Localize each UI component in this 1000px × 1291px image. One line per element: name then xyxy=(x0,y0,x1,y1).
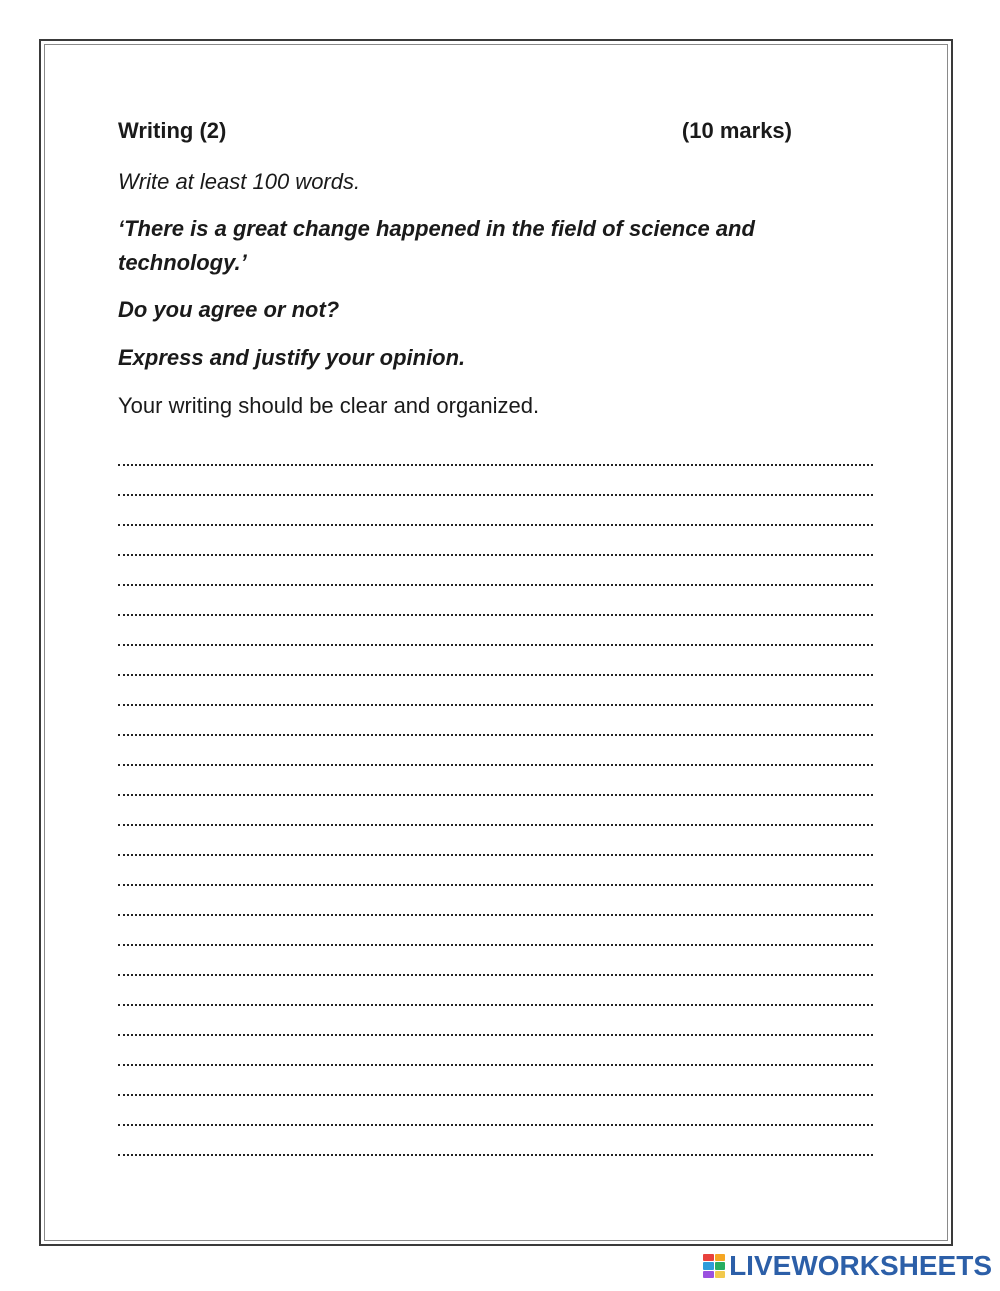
answer-line[interactable] xyxy=(118,976,873,1006)
word-count-instruction: Write at least 100 words. xyxy=(118,169,361,194)
answer-line[interactable] xyxy=(118,1036,873,1066)
answer-line[interactable] xyxy=(118,676,873,706)
answer-line[interactable] xyxy=(118,916,873,946)
section-title: Writing (2) xyxy=(118,118,227,143)
answer-line[interactable] xyxy=(118,886,873,916)
answer-line[interactable] xyxy=(118,946,873,976)
section-header xyxy=(118,118,792,150)
logo-tile xyxy=(703,1262,714,1269)
answer-line[interactable] xyxy=(118,1066,873,1096)
logo-tile xyxy=(703,1254,714,1261)
answer-line[interactable] xyxy=(118,556,873,586)
logo-tile xyxy=(703,1271,714,1278)
answer-line[interactable] xyxy=(118,646,873,676)
prompt-line-2: technology.’ xyxy=(118,250,247,275)
logo-tile xyxy=(715,1254,726,1261)
answer-line[interactable] xyxy=(118,766,873,796)
liveworksheets-icon xyxy=(703,1254,725,1278)
answer-line[interactable] xyxy=(118,496,873,526)
answer-line[interactable] xyxy=(118,796,873,826)
answer-line[interactable] xyxy=(118,1006,873,1036)
answer-line[interactable] xyxy=(118,1126,873,1156)
answer-line[interactable] xyxy=(118,466,873,496)
brand-name: LIVEWORKSHEETS xyxy=(729,1250,992,1281)
note-text: Your writing should be clear and organized. xyxy=(118,393,540,418)
marks-label: (10 marks) xyxy=(681,118,792,143)
liveworksheets-logo xyxy=(703,1249,992,1283)
answer-line[interactable] xyxy=(118,1096,873,1126)
answer-line[interactable] xyxy=(118,856,873,886)
answer-line[interactable] xyxy=(118,706,873,736)
logo-tile xyxy=(715,1262,726,1269)
answer-area[interactable] xyxy=(118,436,873,1156)
answer-line[interactable] xyxy=(118,616,873,646)
answer-line[interactable] xyxy=(118,436,873,466)
question-text: Do you agree or not? xyxy=(118,297,340,322)
answer-line[interactable] xyxy=(118,586,873,616)
answer-line[interactable] xyxy=(118,736,873,766)
answer-line[interactable] xyxy=(118,826,873,856)
prompt-line-1: ‘There is a great change happened in the field of science and xyxy=(118,216,755,241)
logo-tile xyxy=(715,1271,726,1278)
answer-line[interactable] xyxy=(118,526,873,556)
task-text: Express and justify your opinion. xyxy=(118,345,466,370)
